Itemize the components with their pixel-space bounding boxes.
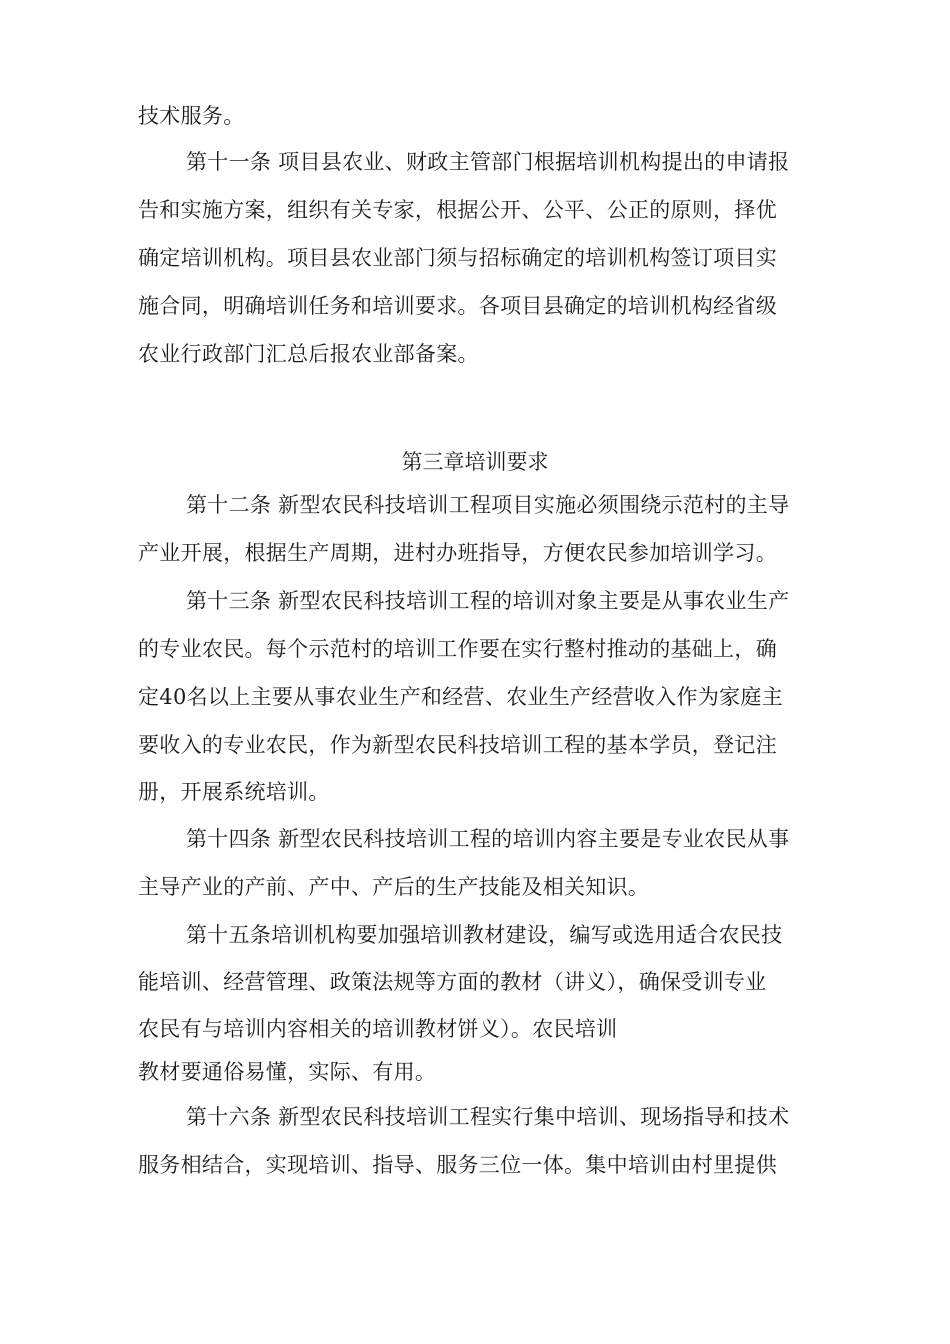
article-15-line: 第十五条培训机构要加强培训教材建设，编写或选用适合农民技 [186, 923, 783, 947]
article-14-line: 第十四条 新型农民科技培训工程的培训内容主要是专业农民从事 [186, 827, 790, 851]
article-16-line: 第十六条 新型农民科技培训工程实行集中培训、现场指导和技术 [186, 1105, 790, 1129]
text-line: 施合同，明确培训任务和培训要求。各项目县确定的培训机构经省级 [138, 294, 777, 318]
text-line: 农民有与培训内容相关的培训教材饼义）。农民培训 [138, 1017, 618, 1041]
text-line: 定40名以上主要从事农业生产和经营、农业生产经营收入作为家庭主 [138, 685, 784, 709]
text-line: 产业开展，根据生产周期，进村办班指导，方便农民参加培训学习。 [138, 541, 777, 565]
text-line: 册，开展系统培训。 [138, 780, 330, 804]
text-line: 确定培训机构。项目县农业部门须与招标确定的培训机构签订项目实 [138, 246, 777, 270]
text-line: 技术服务。 [138, 104, 245, 128]
text-line: 农业行政部门汇总后报农业部备案。 [138, 342, 479, 366]
article-12-line: 第十二条 新型农民科技培训工程项目实施必须围绕示范村的主导 [186, 493, 790, 517]
text-line: 服务相结合，实现培训、指导、服务三位一体。集中培训由村里提供 [138, 1153, 777, 1177]
text-line: 的专业农民。每个示范村的培训工作要在实行整村推动的基础上，确 [138, 637, 777, 661]
text-line: 能培训、经营管理、政策法规等方面的教材（讲义），确保受训专业 [138, 970, 767, 994]
text-line: 要收入的专业农民，作为新型农民科技培训工程的基本学员，登记注 [138, 733, 777, 757]
article-11-line: 第十一条 项目县农业、财政主管部门根据培训机构提出的申请报 [186, 150, 790, 174]
text-line: 教材要通俗易懂，实际、有用。 [138, 1060, 437, 1084]
chapter-heading: 第三章培训要求 [401, 450, 549, 474]
article-13-line: 第十三条 新型农民科技培训工程的培训对象主要是从事农业生产 [186, 589, 790, 613]
text-line: 主导产业的产前、产中、产后的生产技能及相关知识。 [138, 875, 650, 899]
text-line: 告和实施方案，组织有关专家，根据公开、公平、公正的原则，择优 [138, 198, 777, 222]
